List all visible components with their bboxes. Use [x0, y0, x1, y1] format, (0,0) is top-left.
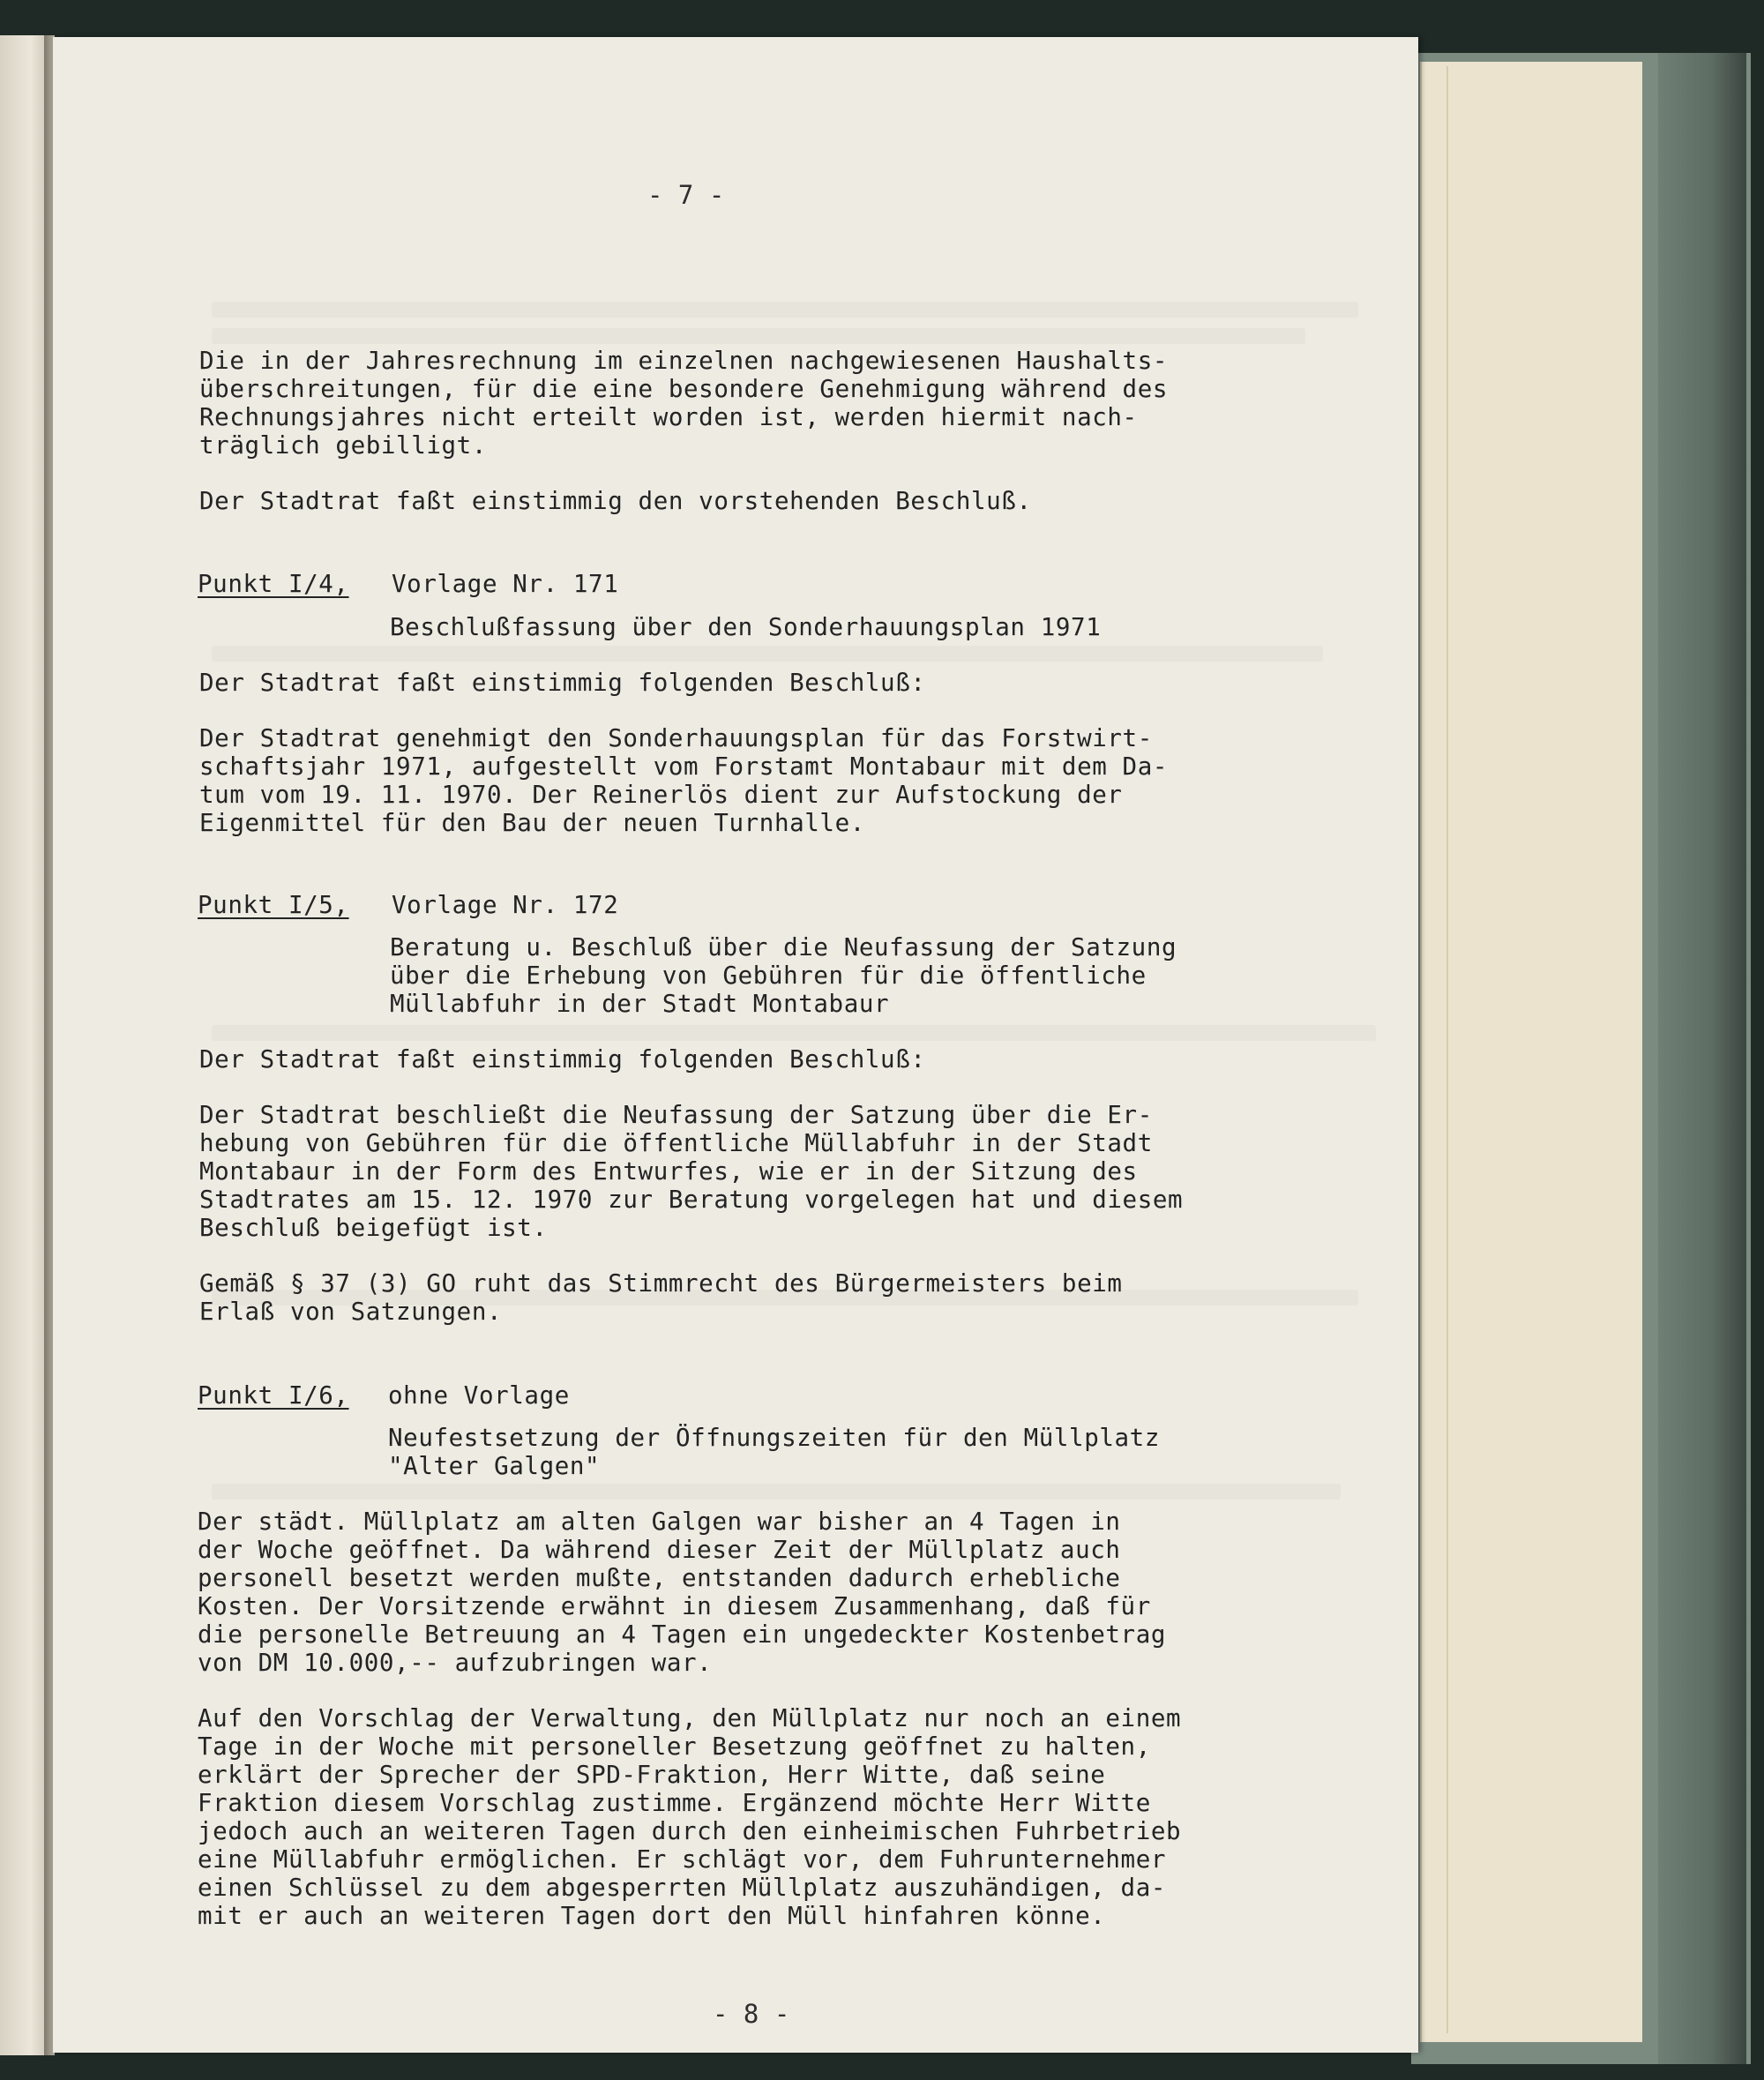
item-subject: Beratung u. Beschluß über die Neufassung der Satzung	[390, 933, 1177, 961]
text-line: Fraktion diesem Vorschlag zustimme. Ergänzend möchte Herr Witte	[198, 1789, 1151, 1817]
text-line: Die in der Jahresrechnung im einzelnen nachgewiesenen Haushalts-	[199, 347, 1169, 375]
text-line: schaftsjahr 1971, aufgestellt vom Forstamt Montabaur mit dem Da-	[199, 752, 1169, 781]
text-line: Gemäß § 37 (3) GO ruht das Stimmrecht des Bürgermeisters beim	[199, 1269, 1123, 1298]
text-line: Erlaß von Satzungen.	[199, 1298, 503, 1326]
bleed-through	[212, 1025, 1376, 1041]
text-line: Der Stadtrat faßt einstimmig den vorstehenden Beschluß.	[199, 487, 1032, 515]
bleed-through	[212, 1484, 1341, 1500]
bleed-through	[212, 328, 1305, 344]
text-line: jedoch auch an weiteren Tagen durch den einheimischen Fuhrbetrieb	[198, 1817, 1182, 1845]
text-line: von DM 10.000,-- aufzubringen war.	[198, 1649, 713, 1677]
text-line: Der Stadtrat genehmigt den Sonderhauungsplan für das Forstwirt-	[199, 724, 1153, 752]
text-line: Montabaur in der Form des Entwurfes, wie er in der Sitzung des	[199, 1157, 1138, 1186]
text-line: überschreitungen, für die eine besondere Genehmigung während des	[199, 375, 1169, 403]
text-line: hebung von Gebühren für die öffentliche Müllabfuhr in der Stadt	[199, 1129, 1153, 1157]
item-vorlage: ohne Vorlage	[388, 1381, 570, 1410]
text-line: Auf den Vorschlag der Verwaltung, den Müllplatz nur noch an einem	[198, 1704, 1182, 1732]
item-subject: Müllabfuhr in der Stadt Montabaur	[390, 990, 890, 1018]
item-subject: "Alter Galgen"	[388, 1452, 601, 1480]
text-line: personell besetzt werden mußte, entstanden dadurch erhebliche	[198, 1564, 1121, 1592]
page-number-top: - 7 -	[647, 180, 725, 210]
text-line: Der Stadtrat beschließt die Neufassung der Satzung über die Er-	[199, 1101, 1153, 1129]
underlying-page	[1420, 62, 1642, 2042]
text-line: erklärt der Sprecher der SPD-Fraktion, Herr Witte, daß seine	[198, 1761, 1106, 1789]
text-line: Der städt. Müllplatz am alten Galgen war bisher an 4 Tagen in	[198, 1508, 1121, 1536]
item-vorlage: Vorlage Nr. 171	[392, 570, 619, 598]
item-label: Punkt I/4,	[198, 570, 349, 598]
item-subject: über die Erhebung von Gebühren für die öffentliche	[390, 961, 1147, 990]
text-line: Beschluß beigefügt ist.	[199, 1214, 548, 1242]
text-line: die personelle Betreuung an 4 Tagen ein ungedeckter Kostenbetrag	[198, 1620, 1167, 1649]
text-line: einen Schlüssel zu dem abgesperrten Müllplatz auszuhändigen, da-	[198, 1874, 1167, 1902]
text-line: träglich gebilligt.	[199, 431, 487, 460]
text-line: mit er auch an weiteren Tagen dort den Müll hinfahren könne.	[198, 1902, 1106, 1930]
item-label: Punkt I/5,	[198, 891, 349, 919]
document-page	[53, 37, 1418, 2053]
text-line: Eigenmittel für den Bau der neuen Turnhalle.	[199, 809, 865, 837]
decision-intro: Der Stadtrat faßt einstimmig folgenden Beschluß:	[199, 1045, 926, 1074]
underlying-page-fold	[1446, 66, 1448, 2033]
binder-cover-edge	[1658, 53, 1746, 2064]
decision-intro: Der Stadtrat faßt einstimmig folgenden Beschluß:	[199, 669, 926, 697]
text-line: Stadtrates am 15. 12. 1970 zur Beratung vorgelegen hat und diesem	[199, 1186, 1184, 1214]
text-line: eine Müllabfuhr ermöglichen. Er schlägt vor, dem Fuhrunternehmer	[198, 1845, 1167, 1874]
text-line: Kosten. Der Vorsitzende erwähnt in diesem Zusammenhang, daß für	[198, 1592, 1151, 1620]
bleed-through	[212, 646, 1323, 662]
text-line: der Woche geöffnet. Da während dieser Zeit der Müllplatz auch	[198, 1536, 1121, 1564]
item-subject: Beschlußfassung über den Sonderhauungsplan 1971	[390, 613, 1102, 641]
page-number-bottom: - 8 -	[713, 1999, 790, 2029]
bleed-through	[212, 302, 1358, 318]
text-line: tum vom 19. 11. 1970. Der Reinerlös dient zur Aufstockung der	[199, 781, 1123, 809]
text-line: Rechnungsjahres nicht erteilt worden ist, werden hiermit nach-	[199, 403, 1138, 431]
item-label: Punkt I/6,	[198, 1381, 349, 1410]
text-line: Tage in der Woche mit personeller Besetzung geöffnet zu halten,	[198, 1732, 1151, 1761]
item-vorlage: Vorlage Nr. 172	[392, 891, 619, 919]
item-subject: Neufestsetzung der Öffnungszeiten für den Müllplatz	[388, 1424, 1160, 1452]
